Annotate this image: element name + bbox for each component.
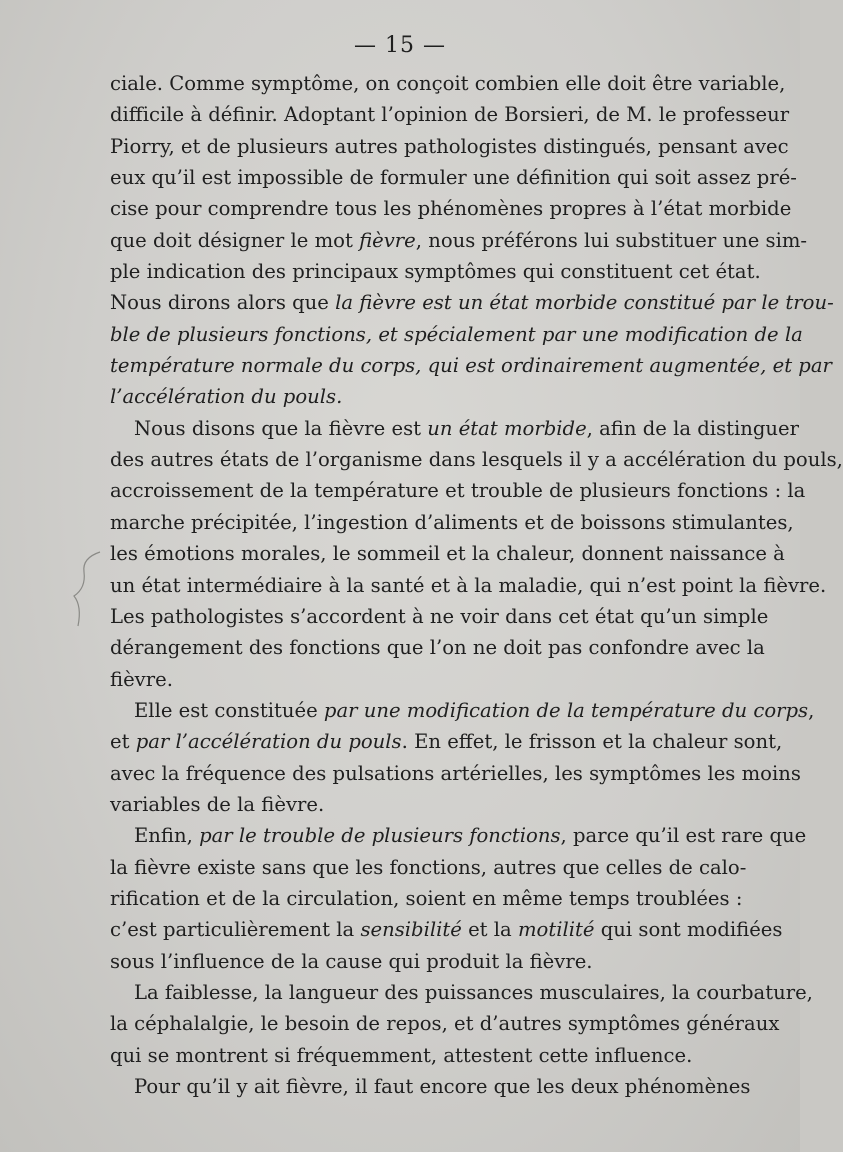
text-line: variables de la fièvre. [110, 792, 325, 816]
margin-pencil-mark [72, 548, 102, 628]
text-line: rification et de la circulation, soient en même temps troublées : [110, 886, 743, 910]
text-line: Nous disons que la fièvre est un état morbide, afin de la distinguer [134, 416, 800, 440]
text-line: l’accélération du pouls. [110, 385, 343, 409]
text-line: cise pour comprendre tous les phénomènes propres à l’état morbide [110, 197, 792, 221]
text-line: difficile à définir. Adoptant l’opinion de Borsieri, de M. le professeur [110, 103, 790, 127]
text-line: température normale du corps, qui est ordinairement augmentée, et par [110, 354, 832, 378]
text-line: Les pathologistes s’accordent à ne voir dans cet état qu’un simple [110, 604, 769, 628]
text-line: les émotions morales, le sommeil et la chaleur, donnent naissance à [110, 542, 785, 566]
text-line: un état intermédiaire à la santé et à la maladie, qui n’est point la fièvre. [110, 573, 827, 597]
text-line: et par l’accélération du pouls. En effet, le frisson et la chaleur sont, [110, 730, 783, 754]
text-line: qui se montrent si fréquemment, attestent cette influence. [110, 1043, 693, 1067]
text-line: dérangement des fonctions que l’on ne doit pas confondre avec la [110, 636, 765, 660]
text-line: Nous dirons alors que la fièvre est un état morbide constitué par le trou- [110, 291, 834, 315]
text-line: eux qu’il est impossible de formuler une définition qui soit assez pré- [110, 166, 797, 190]
text-line: avec la fréquence des pulsations artérielles, les symptômes les moins [110, 761, 801, 785]
text-line: Enfin, par le trouble de plusieurs fonctions, parce qu’il est rare que [134, 824, 807, 848]
text-line: c’est particulièrement la sensibilité et la motilité qui sont modifiées [110, 918, 783, 942]
text-line: sous l’influence de la cause qui produit la fièvre. [110, 949, 593, 973]
text-line: que doit désigner le mot fièvre, nous préférons lui substituer une sim- [110, 228, 808, 252]
text-line: Elle est constituée par une modification de la température du corps, [134, 698, 815, 722]
text-line: fièvre. [110, 667, 173, 691]
text-line: des autres états de l’organisme dans lesquels il y a accélération du pouls, [110, 448, 843, 472]
text-line: ple indication des principaux symptômes qui constituent cet état. [110, 260, 761, 284]
text-line: Pour qu’il y ait fièvre, il faut encore que les deux phénomènes [134, 1075, 751, 1098]
page-number: — 15 — [354, 33, 446, 58]
text-line: ble de plusieurs fonctions, et spécialement par une modification de la [110, 322, 803, 346]
text-line: Piorry, et de plusieurs autres pathologistes distingués, pensant avec [110, 134, 789, 158]
text-line: la céphalalgie, le besoin de repos, et d’autres symptômes généraux [110, 1012, 780, 1036]
text-line: La faiblesse, la langueur des puissances musculaires, la courbature, [134, 980, 813, 1004]
text-line: marche précipitée, l’ingestion d’aliments et de boissons stimulantes, [110, 510, 794, 534]
text-line: la fièvre existe sans que les fonctions, autres que celles de calo- [110, 855, 747, 879]
body-text [110, 68, 843, 1102]
text-line: ciale. Comme symptôme, on conçoit combien elle doit être variable, [110, 72, 786, 95]
text-line: accroissement de la température et trouble de plusieurs fonctions : la [110, 479, 806, 503]
